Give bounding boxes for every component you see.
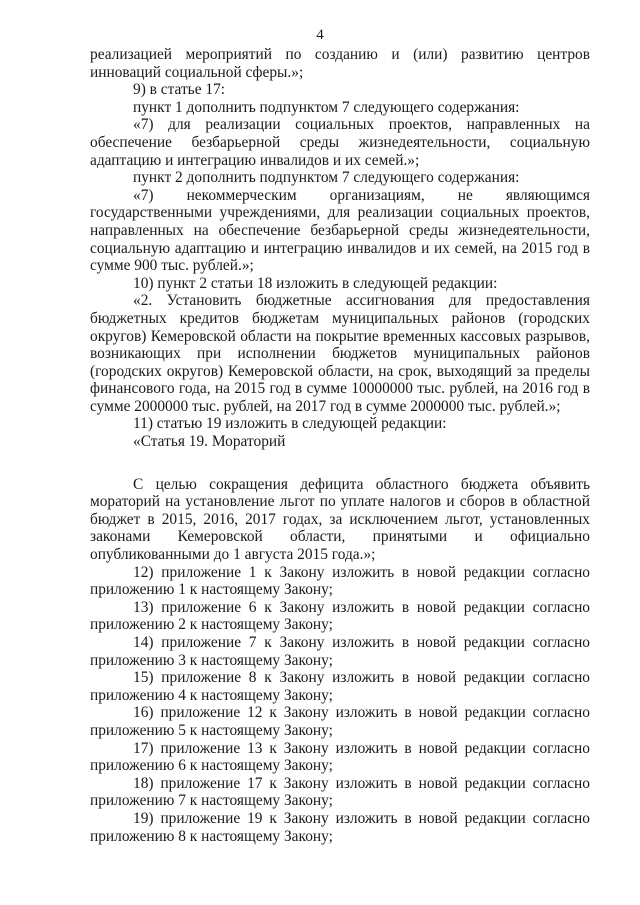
paragraph-subclause-7a: «7) для реализации социальных проектов, направленных на обеспечение безбарьерной среды жизнедеятельности, социальную адаптацию и интеграцию инвалидов и их семей.»;	[90, 116, 590, 169]
paragraph-clause-2: пункт 2 дополнить подпунктом 7 следующего содержания:	[133, 169, 520, 187]
list-item-12	[90, 564, 590, 599]
list-item-line: 16) приложение 12 к Закону изложить в новой редакции согласно	[133, 704, 590, 722]
list-item-line: 15) приложение 8 к Закону изложить в новой редакции согласно	[133, 669, 590, 687]
article-19-heading: «Статья 19. Мораторий	[133, 433, 286, 451]
list-item-17	[90, 740, 590, 775]
paragraph-item-10: 10) пункт 2 статьи 18 изложить в следующей редакции:	[133, 274, 498, 292]
blank-line	[90, 451, 590, 468]
list-item-line: 18) приложение 17 к Закону изложить в новой редакции согласно	[133, 774, 590, 792]
page-number: 4	[316, 27, 324, 43]
list-item-line: 19) приложение 19 к Закону изложить в новой редакции согласно	[133, 809, 590, 827]
list-item-13	[90, 599, 590, 634]
list-item-line: приложению 3 к настоящему Закону;	[90, 651, 333, 669]
list-item-line: 14) приложение 7 к Закону изложить в новой редакции согласно	[133, 634, 590, 651]
list-item-line: приложению 1 к настоящему Закону;	[90, 581, 333, 599]
list-item-16	[90, 704, 590, 739]
list-item-line: 12) приложение 1 к Закону изложить в новой редакции согласно	[133, 563, 590, 581]
paragraph-item-11: 11) статью 19 изложить в следующей редакции:	[133, 415, 447, 433]
list-item-14	[90, 634, 590, 669]
list-item-line: 17) приложение 13 к Закону изложить в новой редакции согласно	[133, 739, 590, 757]
paragraph-article-18-text: «2. Установить бюджетные ассигнования для предоставления бюджетных кредитов бюджетам муниципальных районов (городских округов) Кемеровской области на покрытие временных кассовых разрывов, возникающих при исполнении бюджетов муниципальных районов (городских округов) Кемеровской области, на срок, выходящий за пределы финансового года, на 2015 год в сумме 10000000 тыс. рублей, на 2016 год в сумме 2000000 тыс. рублей, на 2017 год в сумме 2000000 тыс. рублей.»;	[90, 292, 590, 415]
paragraph-continuation: реализацией мероприятий по созданию и (или) развитию центров инноваций социальной сферы.»;	[90, 46, 590, 81]
document-body	[90, 46, 590, 845]
list-item-line: приложению 8 к настоящему Закону;	[90, 827, 333, 845]
list-item-line: приложению 4 к настоящему Закону;	[90, 686, 333, 704]
list-item-19	[90, 810, 590, 845]
list-item-line: приложению 7 к настоящему Закону;	[90, 792, 333, 810]
list-item-15	[90, 669, 590, 704]
paragraph-subclause-7b: «7) некоммерческим организациям, не являющимся государственными учреждениями, для реализации социальных проектов, направленных на обеспечение безбарьерной среды жизнедеятельности, социальную адаптацию и интеграцию инвалидов и их семей, на 2015 год в сумме 900 тыс. рублей.»;	[90, 186, 590, 275]
paragraph-item-9: 9) в статье 17:	[133, 81, 226, 99]
list-item-line: приложению 5 к настоящему Закону;	[90, 721, 333, 739]
list-item-18	[90, 775, 590, 810]
list-item-line: 13) приложение 6 к Закону изложить в новой редакции согласно	[133, 598, 590, 616]
paragraph-moratorium: С целью сокращения дефицита областного бюджета объявить мораторий на установление льгот по уплате налогов и сборов в областной бюджет в 2015, 2016, 2017 годах, за исключением льгот, установленных законами Кемеровской области, принятыми и официально опубликованными до 1 августа 2015 года.»;	[90, 475, 590, 564]
paragraph-clause-1: пункт 1 дополнить подпунктом 7 следующего содержания:	[133, 98, 520, 116]
list-item-line: приложению 6 к настоящему Закону;	[90, 757, 333, 775]
list-item-line: приложению 2 к настоящему Закону;	[90, 616, 333, 634]
